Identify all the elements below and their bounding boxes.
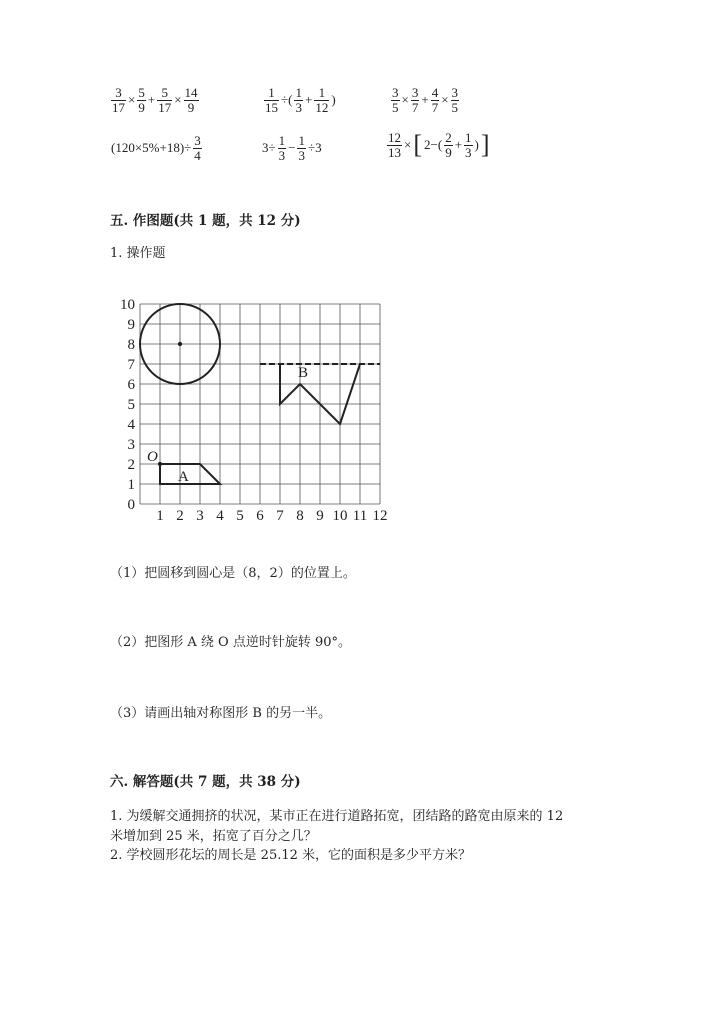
x-tick-label: 2 [176,508,184,524]
question-6-1-line-1: 1. 为缓解交通拥挤的状况，某市正在进行道路拓宽，团结路的路宽由原来的 12 [110,809,564,824]
label-o: O [147,449,158,465]
section-6-title: 六. 解答题(共 7 题，共 38 分) [110,774,301,790]
fraction: $\frac{1}{15}$ [265,85,278,115]
sub-question-1: （1）把圆移到圆心是（8，2）的位置上。 [110,566,356,581]
y-tick-label: 5 [127,397,135,413]
fraction: $\frac{1}{12}$ [315,85,329,115]
calc-expression-4: (120×5%+18)÷ $\frac{3}{4}$ [111,133,201,163]
y-tick-label: 1 [127,477,135,493]
fraction: $\frac{1}{3}$ [465,130,472,160]
section-5-title: 五. 作图题(共 1 题，共 12 分) [110,213,301,229]
point-o-dot [158,462,162,466]
fraction: $\frac{2}{9}$ [445,130,452,160]
fraction: $\frac{3}{17}$ [112,85,125,115]
fraction: $\frac{3}{7}$ [411,85,419,115]
y-tick-label: 7 [127,357,135,373]
question-1-title: 1. 操作题 [110,246,166,261]
x-tick-label: 5 [236,508,244,524]
shape-a [160,464,220,484]
fraction: $\frac{1}{3}$ [278,133,286,163]
y-tick-label: 4 [127,417,135,433]
calc-expression-3: $\frac{3}{5}$ × $\frac{3}{7}$ + $\frac{4}{7}$ × $\frac{3}{5}$ [392,85,459,115]
x-tick-label: 4 [216,508,224,524]
label-b: B [298,365,309,381]
coordinate-grid-figure [100,292,400,528]
fraction: $\frac{4}{7}$ [431,85,439,115]
calc-expression-5: 3÷ $\frac{1}{3}$ − $\frac{1}{3}$ ÷3 [262,133,322,163]
fraction: $\frac{5}{17}$ [158,85,172,115]
sub-question-2: （2）把图形 A 绕 O 点逆时针旋转 90°。 [110,635,352,650]
y-tick-label: 2 [127,457,135,473]
x-tick-label: 9 [316,508,324,524]
calc-expression-6: $\frac{12}{13}$ ×[ 2−( $\frac{2}{9}$ + $\frac{1}{3}$ )] [388,130,490,160]
fraction: $\frac{1}{3}$ [295,85,302,115]
x-tick-label: 11 [352,508,368,524]
x-tick-label: 12 [372,508,388,524]
x-tick-label: 8 [296,508,304,524]
fraction: $\frac{1}{3}$ [298,133,305,163]
fraction: $\frac{12}{13}$ [388,130,401,160]
x-tick-label: 1 [156,508,164,524]
grid-lines [140,304,380,504]
question-6-2: 2. 学校圆形花坛的周长是 25.12 米，它的面积是多少平方米？ [110,848,472,863]
y-tick-label: 3 [127,437,135,453]
y-tick-label: 6 [127,377,135,393]
sub-question-3: （3）请画出轴对称图形 B 的另一半。 [110,706,332,721]
x-tick-label: 10 [332,508,348,524]
x-tick-label: 7 [276,508,284,524]
circle-center-dot [178,342,182,346]
fraction: $\frac{3}{5}$ [392,85,399,115]
fraction: $\frac{3}{5}$ [451,85,459,115]
calc-expression-2: $\frac{1}{15}$ ÷( $\frac{1}{3}$ + $\frac{1}{12}$ ) [265,85,336,115]
calc-expression-1: $\frac{3}{17}$ × $\frac{5}{9}$ + $\frac{5}{17}$ × $\frac{14}{9}$ [112,85,198,115]
y-tick-label: 0 [127,497,135,513]
label-a: A [178,469,189,485]
question-6-1-line-2: 米增加到 25 米，拓宽了百分之几？ [110,829,317,844]
fraction: $\frac{3}{4}$ [194,133,201,163]
fraction: $\frac{5}{9}$ [138,85,145,115]
x-tick-label: 3 [196,508,204,524]
y-tick-label: 8 [127,337,135,353]
fraction: $\frac{14}{9}$ [184,85,198,115]
y-tick-label: 9 [127,317,135,333]
x-tick-label: 6 [256,508,264,524]
y-tick-label: 10 [120,297,135,313]
